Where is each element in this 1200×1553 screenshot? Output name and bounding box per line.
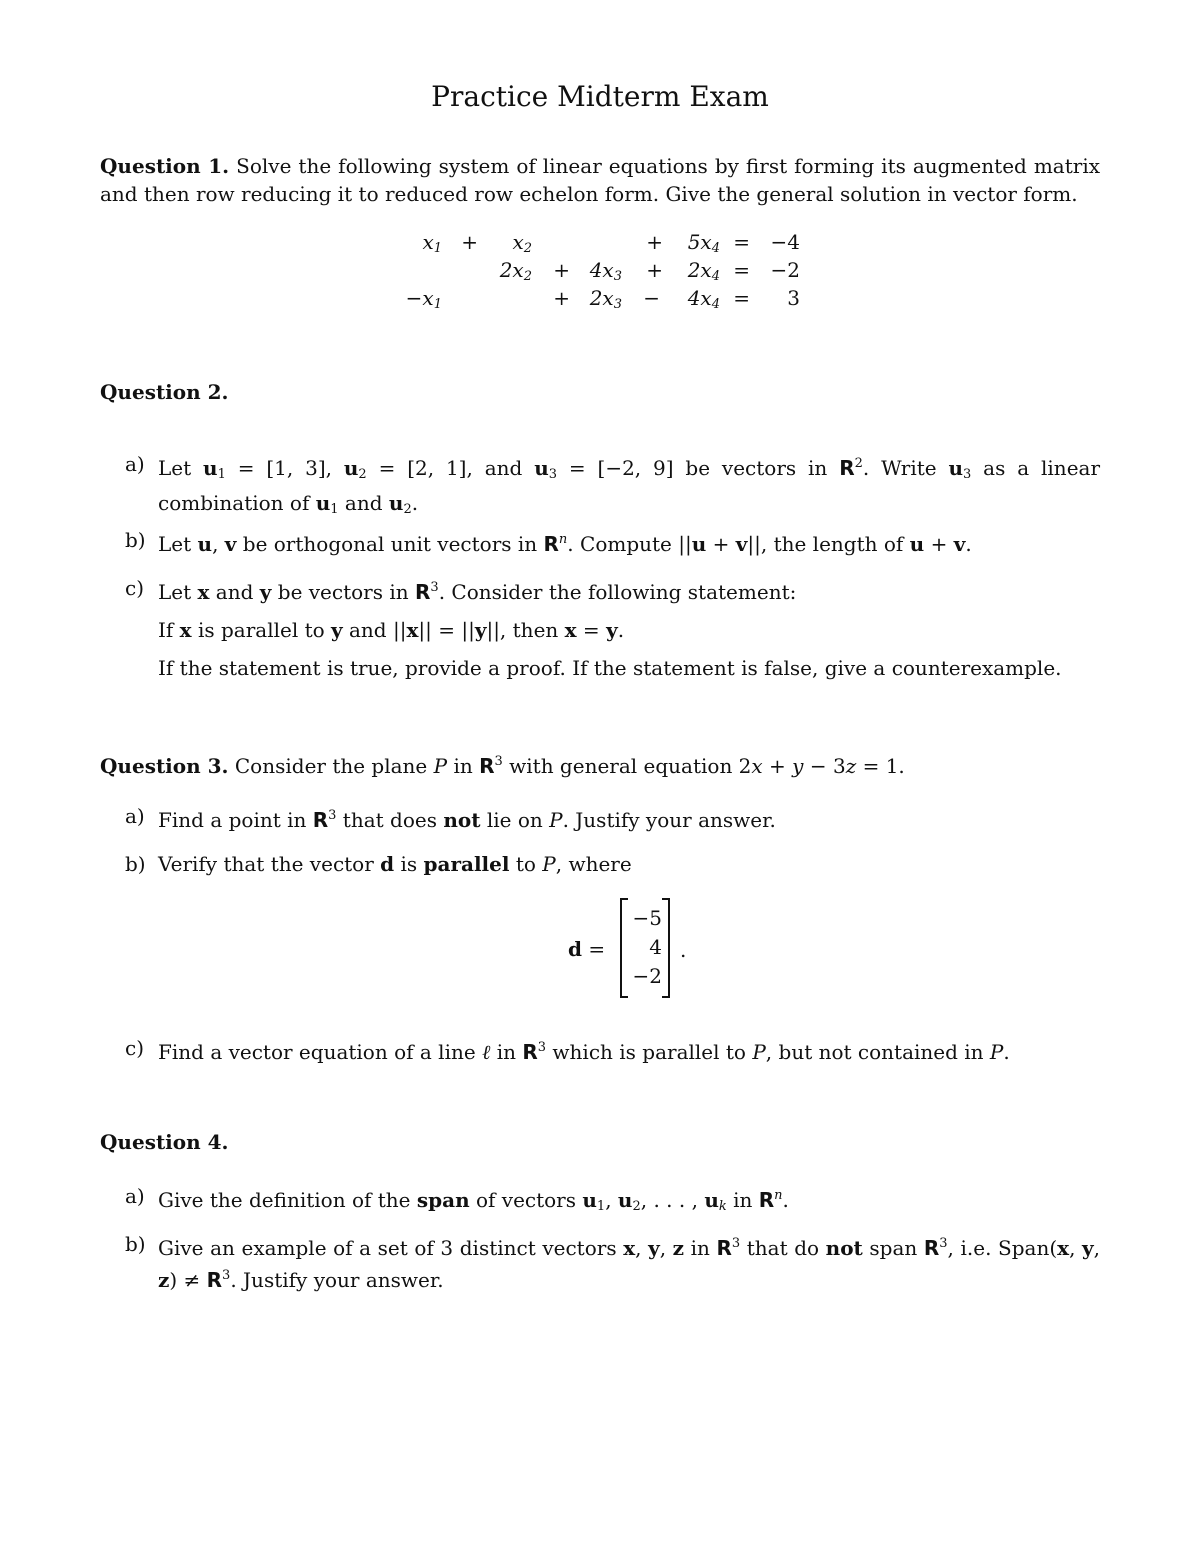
sys-r2-term3: $4x_3$ [589,258,622,284]
question-3b [125,850,1100,878]
sys-r3-op3: − [643,286,660,310]
vector-d-matrix [620,898,670,998]
sys-r1-term2: $x_2$ [512,230,532,256]
question-4a-label: a) [125,1184,145,1208]
question-3b-label: b) [125,852,146,876]
question-3 [100,748,1100,780]
question-3c-label: c) [125,1036,145,1060]
matrix-label: d = [568,937,606,961]
question-4-heading: Question 4. [100,1130,229,1154]
question-1 [100,152,1100,208]
sys-r3-term1: $-x_1$ [405,286,442,312]
question-3c [125,1034,1100,1066]
question-4b-label: b) [125,1232,146,1256]
sys-r3-term3: $2x_3$ [589,286,622,312]
sys-r2-term2: $2x_2$ [499,258,532,284]
question-2a-text: Let $u_1 = [1$, 3], $u_2 = [2$, 1], and $u_3 = [-2$, 9] be vectors in $R^2$. Write $u_3$ as a linear combination of $u_1$ and $u_2$. [158,456,1101,517]
sys-r1-term1: $x_1$ [422,230,442,256]
question-2b-text: Let u, v be orthogonal unit vectors in $R^n$. Compute ||u + v||, the length of u + v. [158,532,972,556]
question-3-heading: Question 3. [100,754,229,778]
matrix-entry: 4 [649,935,662,959]
sys-r2-op3: + [646,258,663,282]
question-4b-text: Give an example of a set of 3 distinct vectors x, y, z in $R^3$ that do not span $R^3$, i.e. Span(x, y, $z) \ne R^3$. Justify your answer. [158,1236,1101,1292]
sys-r1-eq: = [733,230,750,254]
sys-r1-term4: $5x_4$ [687,230,720,256]
sys-r2-term4: $2x_4$ [687,258,720,284]
question-2c-instructions: If the statement is true, provide a proof. If the statement is false, give a counterexample. [158,656,1062,680]
question-3-text: Consider the plane P in $R^3$ with general equation 2x + y − 3z = 1. [234,754,905,778]
question-2c-label: c) [125,576,145,600]
question-4b [125,1230,1100,1294]
left-bracket [620,898,628,998]
question-1-text: Solve the following system of linear equations by first forming its augmented matrix and then row reducing it to reduced row echelon form. Give the general solution in vector form. [100,154,1100,206]
question-3a [125,802,1100,834]
question-2c-statement: If x is parallel to y and ||x|| = ||y||, then x = y. [158,618,625,642]
sys-r2-rhs: −2 [770,258,800,282]
matrix-entry: −2 [632,964,662,988]
question-1-heading: Question 1. [100,154,230,178]
sys-r2-eq: = [733,258,750,282]
page-title: Practice Midterm Exam [431,80,769,113]
sys-r1-rhs: −4 [770,230,800,254]
sys-r3-term4: $4x_4$ [687,286,720,312]
question-2c-text: Let x and y be vectors in $R^3$. Consider the following statement: [158,580,797,604]
question-3b-text: Verify that the vector d is parallel to P, where [158,852,632,876]
question-4a-text: Give the definition of the span of vectors $u_1$, $u_2$, . . . , $u_k$ in $R^n$. [158,1188,789,1214]
question-2-heading: Question 2. [100,380,229,404]
question-3a-text: Find a point in $R^3$ that does not lie on P. Justify your answer. [158,808,776,832]
sys-r3-eq: = [733,286,750,310]
sys-r2-op2: + [553,258,570,282]
question-2a [125,450,1100,524]
right-bracket [662,898,670,998]
question-4a [125,1182,1100,1221]
matrix-entry: −5 [632,906,662,930]
question-2b-label: b) [125,528,146,552]
question-2b [125,526,1100,558]
matrix-trailing-period: . [680,938,687,962]
sys-r3-op2: + [553,286,570,310]
sys-r1-op3: + [646,230,663,254]
sys-r1-op1: + [461,230,478,254]
question-2a-label: a) [125,452,145,476]
question-3c-text: Find a vector equation of a line ℓ in $R^3$ which is parallel to P, but not contained in P. [158,1040,1010,1064]
sys-r3-rhs: 3 [787,286,800,310]
question-3a-label: a) [125,804,145,828]
question-2c [125,574,1100,682]
